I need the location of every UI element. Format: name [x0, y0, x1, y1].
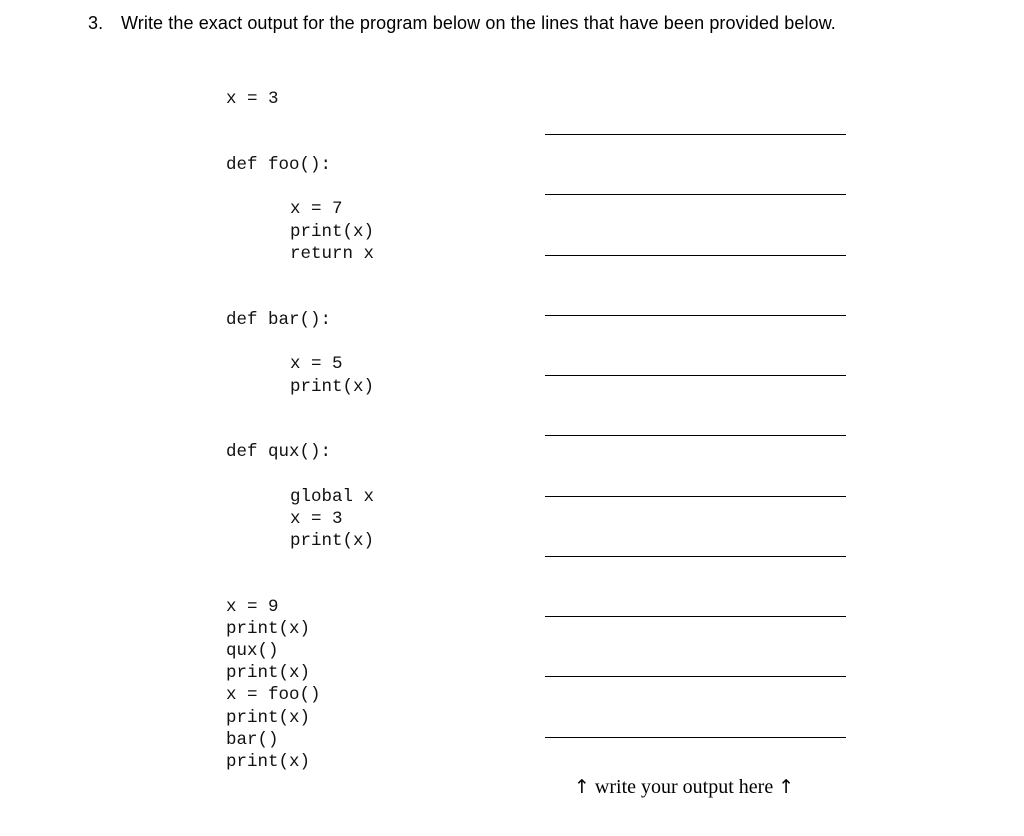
question-text: Write the exact output for the program below on the lines that have been provided below. [121, 13, 836, 33]
code-line: print(x) [290, 531, 375, 551]
answer-line[interactable] [545, 496, 846, 497]
answer-line[interactable] [545, 616, 846, 617]
answer-line[interactable] [545, 194, 846, 195]
code-line: print(x) [226, 619, 311, 639]
code-line: x = 7 [290, 199, 343, 219]
code-line: qux() [226, 641, 279, 661]
answer-line[interactable] [545, 255, 846, 256]
output-instruction [574, 776, 794, 799]
code-line: print(x) [226, 663, 311, 683]
question-header [88, 13, 836, 34]
question-number: 3. [88, 13, 104, 33]
code-line: x = 5 [290, 354, 343, 374]
code-line: x = 3 [226, 89, 279, 109]
code-line: print(x) [290, 377, 375, 397]
code-line: print(x) [226, 708, 311, 728]
answer-line[interactable] [545, 315, 846, 316]
instruction-text: write your output here [594, 776, 774, 798]
answer-line[interactable] [545, 375, 846, 376]
answer-line[interactable] [545, 676, 846, 677]
code-line: x = 9 [226, 597, 279, 617]
code-line: global x [290, 487, 375, 507]
code-line: x = foo() [226, 685, 321, 705]
up-arrow-icon: ↑ [778, 776, 795, 798]
answer-line[interactable] [545, 435, 846, 436]
answer-line[interactable] [545, 737, 846, 738]
answer-line[interactable] [545, 134, 846, 135]
code-line: print(x) [226, 752, 311, 772]
code-line: def foo(): [226, 155, 332, 175]
answer-line[interactable] [545, 556, 846, 557]
code-line: x = 3 [290, 509, 343, 529]
code-line: return x [290, 244, 375, 264]
code-line: def bar(): [226, 310, 332, 330]
up-arrow-icon: ↑ [574, 776, 590, 798]
code-line: bar() [226, 730, 279, 750]
code-line: print(x) [290, 222, 375, 242]
code-line: def qux(): [226, 442, 332, 462]
